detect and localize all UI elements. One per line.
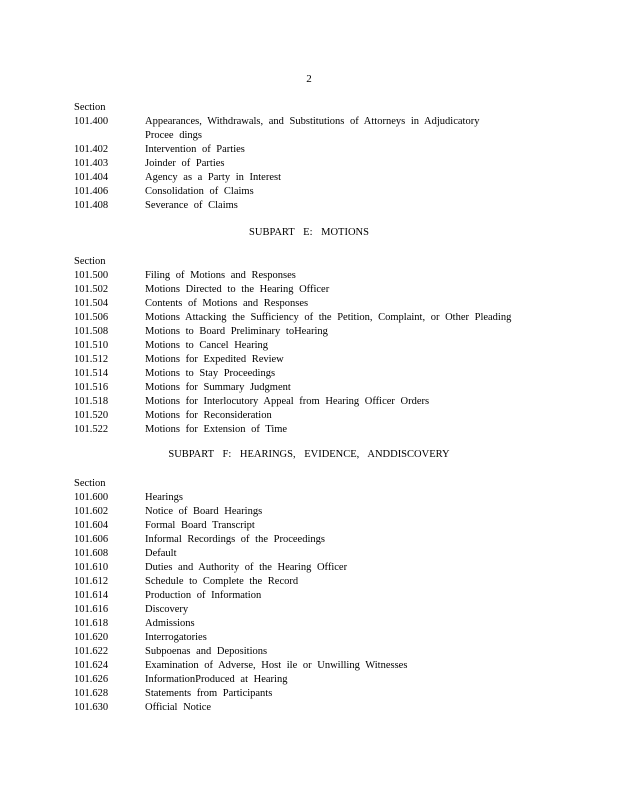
section-row — [74, 505, 554, 519]
section-number: 101.518 — [74, 396, 109, 407]
section-title: Statements from Participants — [145, 688, 273, 699]
section-number: 101.602 — [74, 506, 109, 517]
section-row — [74, 269, 554, 283]
subpart-e-heading: SUBPART E: MOTIONS — [249, 227, 369, 238]
section-column-label: Section — [74, 256, 106, 267]
section-number: 101.520 — [74, 410, 109, 421]
section-title: Hearings — [145, 492, 183, 503]
section-row — [74, 701, 554, 715]
section-number: 101.608 — [74, 548, 109, 559]
section-title: Subpoenas and Depositions — [145, 646, 268, 657]
section-number: 101.504 — [74, 298, 109, 309]
section-title: Motions to Stay Proceedings — [145, 368, 276, 379]
section-number: 101.620 — [74, 632, 109, 643]
section-title: Motions for Summary Judgment — [145, 382, 291, 393]
section-title: Informal Recordings of the Proceedings — [145, 534, 325, 545]
section-number: 101.510 — [74, 340, 109, 351]
section-row — [74, 409, 554, 423]
section-number: 101.630 — [74, 702, 109, 713]
section-row — [74, 533, 554, 547]
section-number: 101.500 — [74, 270, 109, 281]
section-title: Motions for Reconsideration — [145, 410, 272, 421]
section-title: Motions for Extension of Time — [145, 424, 288, 435]
section-row — [74, 143, 554, 157]
section-row — [74, 395, 554, 409]
section-row — [74, 687, 554, 701]
section-title: Admissions — [145, 618, 195, 629]
section-title: Default — [145, 548, 177, 559]
section-number: 101.628 — [74, 688, 109, 699]
section-number: 101.408 — [74, 200, 109, 211]
section-row — [74, 659, 554, 673]
section-number: 101.618 — [74, 618, 109, 629]
section-number: 101.404 — [74, 172, 109, 183]
section-number: 101.516 — [74, 382, 109, 393]
section-row — [74, 157, 554, 171]
section-row — [74, 673, 554, 687]
section-title: Duties and Authority of the Hearing Officer — [145, 562, 348, 573]
section-row — [74, 283, 554, 297]
section-row — [74, 589, 554, 603]
section-number: 101.403 — [74, 158, 109, 169]
section-number: 101.402 — [74, 144, 109, 155]
section-column-label: Section — [74, 102, 106, 113]
section-row — [74, 297, 554, 311]
section-number: 101.624 — [74, 660, 109, 671]
section-number: 101.614 — [74, 590, 109, 601]
section-row — [74, 185, 554, 199]
section-number: 101.622 — [74, 646, 109, 657]
section-number: 101.604 — [74, 520, 109, 531]
section-number: 101.616 — [74, 604, 109, 615]
section-number: 101.600 — [74, 492, 109, 503]
section-title: Production of Information — [145, 590, 262, 601]
section-row — [74, 519, 554, 533]
section-title: Agency as a Party in Interest — [145, 172, 282, 183]
section-row — [74, 311, 554, 325]
section-title: Examination of Adverse, Host ile or Unwilling Witnesses — [145, 660, 408, 671]
section-row — [74, 561, 554, 575]
section-number: 101.612 — [74, 576, 109, 587]
section-title: Motions for Interlocutory Appeal from Hearing Officer Orders — [145, 396, 430, 407]
section-title: Appearances, Withdrawals, and Substitutions of Attorneys in Adjudicatory Procee dings — [145, 116, 480, 141]
section-number: 101.522 — [74, 424, 109, 435]
section-number: 101.514 — [74, 368, 109, 379]
page-number: 2 — [306, 73, 312, 85]
section-row — [74, 339, 554, 353]
section-number: 101.406 — [74, 186, 109, 197]
section-row — [74, 171, 554, 185]
section-number: 101.512 — [74, 354, 109, 365]
section-row — [74, 603, 554, 617]
section-number: 101.508 — [74, 326, 109, 337]
section-row — [74, 631, 554, 645]
section-title: Filing of Motions and Responses — [145, 270, 296, 281]
section-list-subpart-e — [74, 255, 554, 437]
section-row — [74, 617, 554, 631]
section-row — [74, 325, 554, 339]
section-row — [74, 645, 554, 659]
section-row — [74, 199, 554, 213]
section-title: Discovery — [145, 604, 189, 615]
section-title: Consolidation of Claims — [145, 186, 254, 197]
section-title: Schedule to Complete the Record — [145, 576, 299, 587]
section-title: InformationProduced at Hearing — [145, 674, 288, 685]
section-title: Motions to Board Preliminary toHearing — [145, 326, 328, 337]
section-number: 101.606 — [74, 534, 109, 545]
section-title: Joinder of Parties — [145, 158, 225, 169]
section-number: 101.502 — [74, 284, 109, 295]
section-number: 101.626 — [74, 674, 109, 685]
section-row — [74, 367, 554, 381]
section-number: 101.506 — [74, 312, 109, 323]
section-title: Intervention of Parties — [145, 144, 245, 155]
section-row — [74, 115, 554, 143]
section-title: Interrogatories — [145, 632, 207, 643]
section-title: Motions for Expedited Review — [145, 354, 284, 365]
section-title: Formal Board Transcript — [145, 520, 255, 531]
section-title: Motions to Cancel Hearing — [145, 340, 269, 351]
section-row — [74, 547, 554, 561]
section-row — [74, 381, 554, 395]
section-title: Official Notice — [145, 702, 212, 713]
section-row — [74, 423, 554, 437]
section-list-subpart-f — [74, 477, 554, 715]
section-title: Severance of Claims — [145, 200, 238, 211]
section-title: Motions Attacking the Sufficiency of the Petition, Complaint, or Other Pleading — [145, 312, 512, 323]
section-number: 101.610 — [74, 562, 109, 573]
section-row — [74, 491, 554, 505]
section-title: Contents of Motions and Responses — [145, 298, 309, 309]
section-title: Motions Directed to the Hearing Officer — [145, 284, 330, 295]
subpart-f-heading: SUBPART F: HEARINGS, EVIDENCE, ANDDISCOVERY — [168, 449, 450, 460]
section-row — [74, 353, 554, 367]
section-title: Notice of Board Hearings — [145, 506, 263, 517]
section-number: 101.400 — [74, 116, 109, 127]
section-column-label: Section — [74, 478, 106, 489]
section-list-subpart-d — [74, 101, 554, 213]
section-row — [74, 575, 554, 589]
